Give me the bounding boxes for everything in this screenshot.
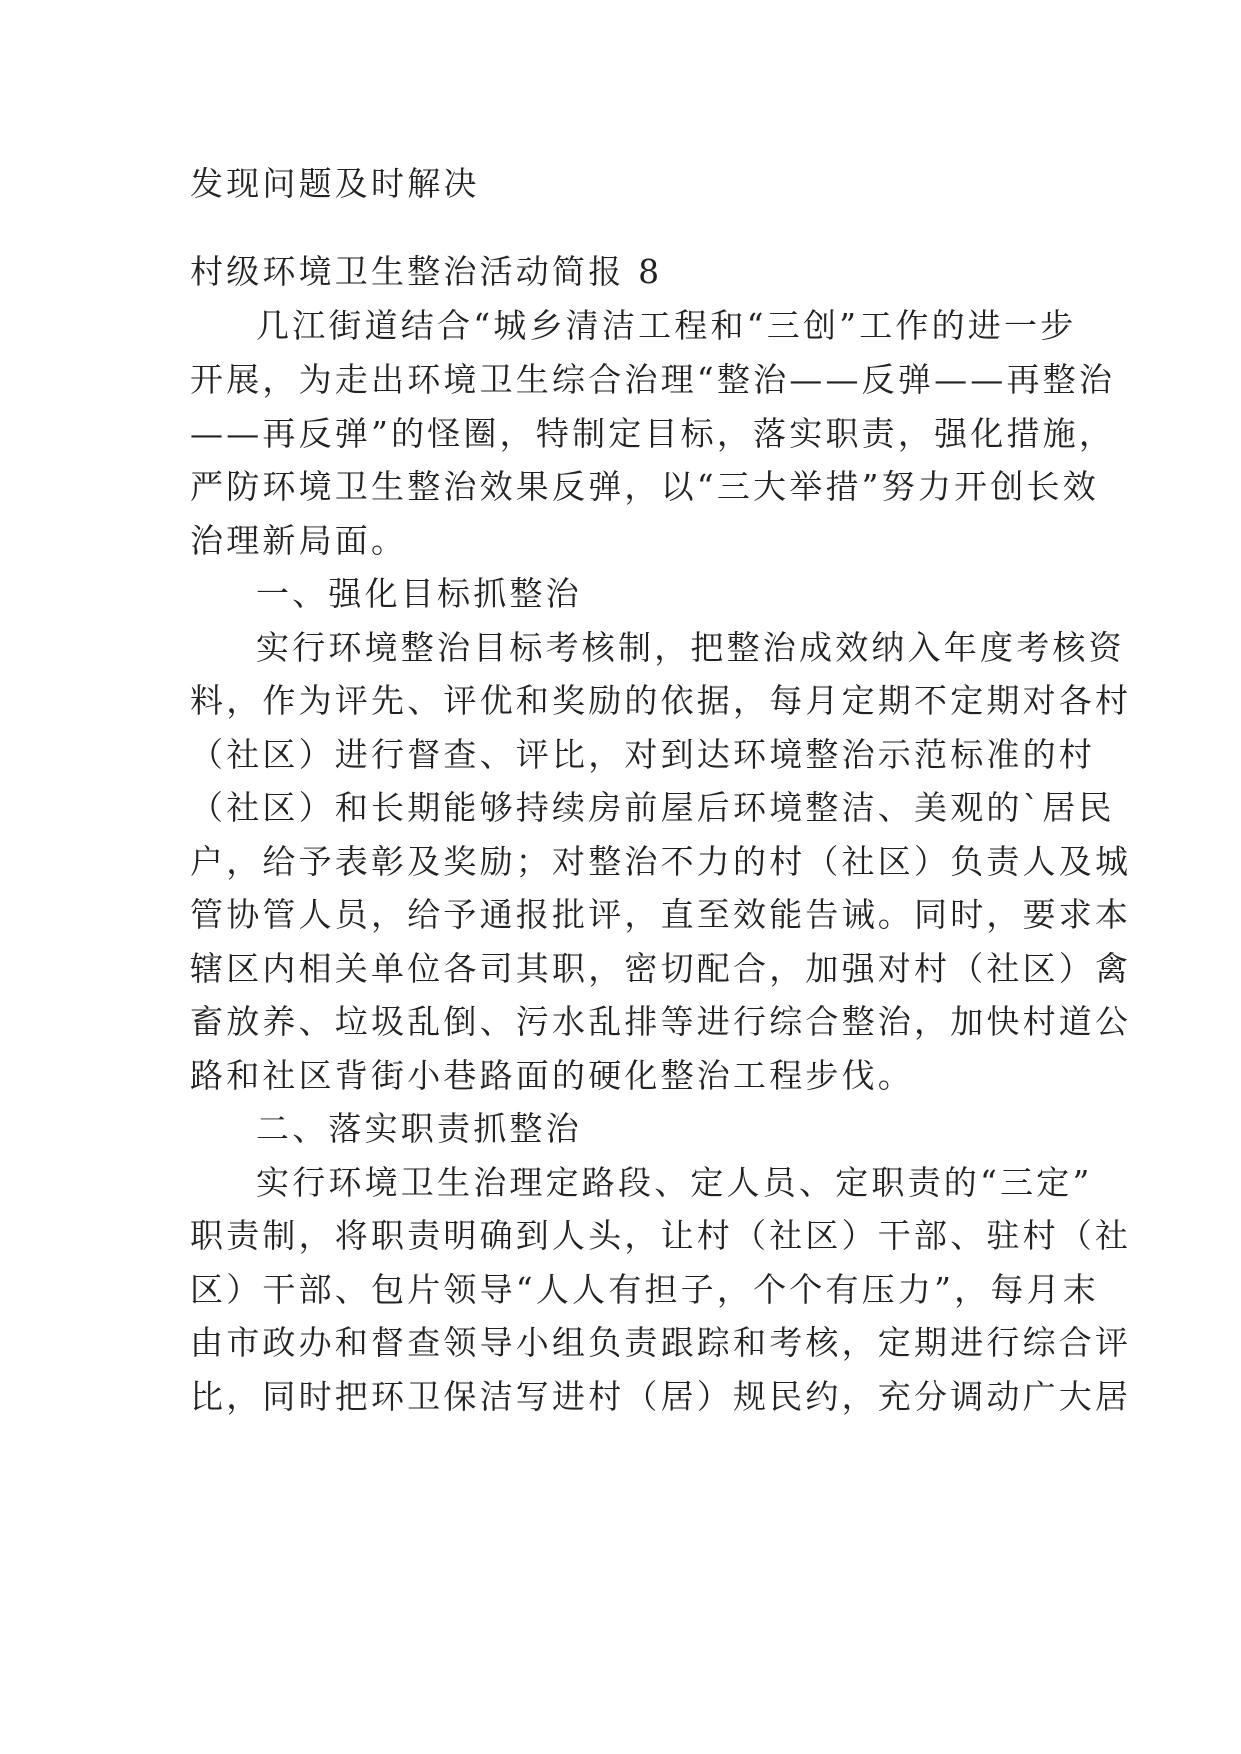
- document-title: 村级环境卫生整治活动简报 8: [190, 252, 663, 291]
- intro-line: 开展，为走出环境卫生综合治理“整治——反弹——再整治: [190, 360, 1116, 399]
- section-1-line: （社区）进行督查、评比，对到达环境整治示范标准的村: [190, 735, 1095, 774]
- section-heading-1: 一、强化目标抓整治: [256, 574, 582, 613]
- intro-line: 严防环境卫生整治效果反弹，以“三大举措”努力开创长效: [190, 467, 1099, 506]
- section-2-line: 职责制，将职责明确到人头，让村（社区）干部、驻村（社: [190, 1216, 1132, 1255]
- previous-section-tail: 发现问题及时解决: [190, 164, 480, 203]
- section-2-line: 实行环境卫生治理定路段、定人员、定职责的“三定”: [256, 1163, 1093, 1202]
- section-1-line: （社区）和长期能够持续房前屋后环境整洁、美观的`居民: [190, 788, 1115, 827]
- section-1-line: 路和社区背街小巷路面的硬化整治工程步伐。: [190, 1056, 914, 1095]
- section-1-line: 实行环境整治目标考核制，把整治成效纳入年度考核资: [256, 628, 1125, 667]
- section-1-line: 辖区内相关单位各司其职，密切配合，加强对村（社区）禽: [190, 949, 1132, 988]
- intro-line: 几江街道结合“城乡清洁工程和“三创”工作的进一步: [256, 306, 1077, 345]
- intro-line: ——再反弹”的怪圈，特制定目标，落实职责，强化措施，: [190, 414, 1116, 453]
- section-2-line: 区）干部、包片领导“人人有担子，个个有压力”，每月末: [190, 1270, 1099, 1309]
- section-2-line: 由市政办和督查领导小组负责跟踪和考核，定期进行综合评: [190, 1323, 1132, 1362]
- section-heading-2: 二、落实职责抓整治: [256, 1109, 582, 1148]
- section-1-line: 管协管人员，给予通报批评，直至效能告诫。同时，要求本: [190, 895, 1132, 934]
- intro-line: 治理新局面。: [190, 521, 408, 560]
- section-1-line: 料，作为评先、评优和奖励的依据，每月定期不定期对各村: [190, 681, 1132, 720]
- section-1-line: 畜放养、垃圾乱倒、污水乱排等进行综合整治，加快村道公: [190, 1002, 1132, 1041]
- section-1-line: 户，给予表彰及奖励；对整治不力的村（社区）负责人及城: [190, 842, 1132, 881]
- section-2-line: 比，同时把环卫保洁写进村（居）规民约，充分调动广大居: [190, 1377, 1132, 1416]
